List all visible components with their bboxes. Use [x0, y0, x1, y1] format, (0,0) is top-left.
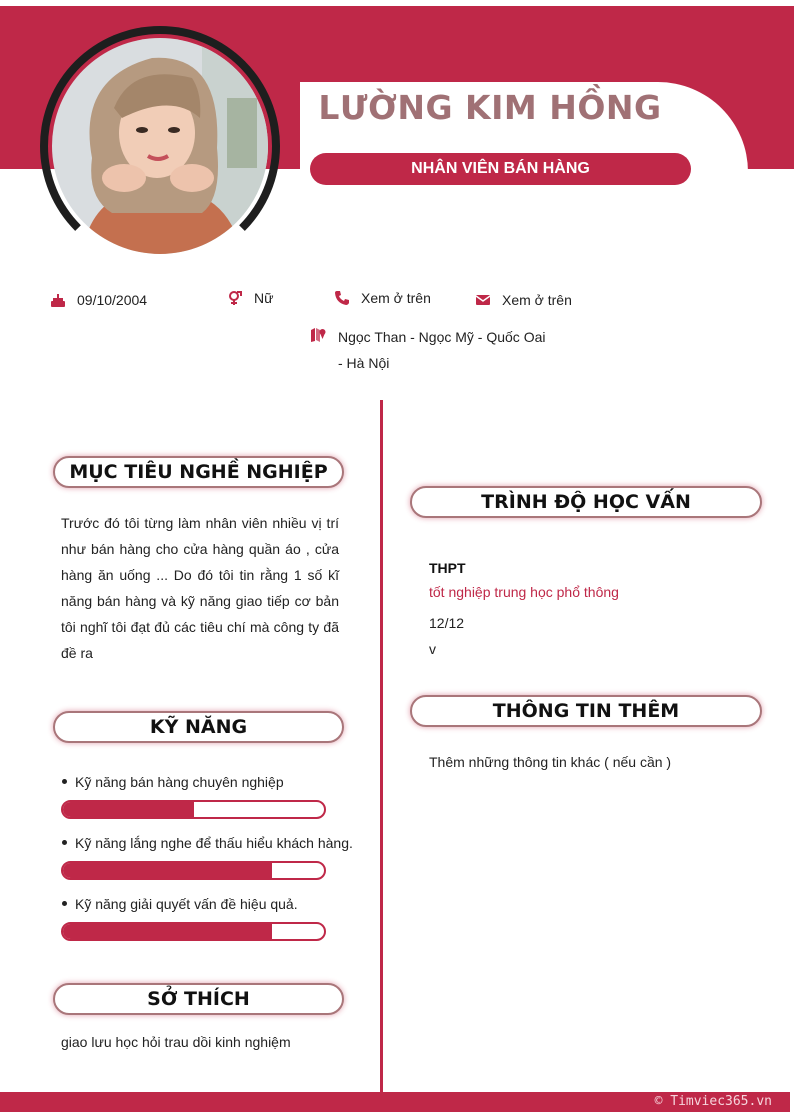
- column-divider: [380, 400, 383, 1092]
- skill-item: [62, 835, 353, 851]
- more-info-heading: THÔNG TIN THÊM: [410, 695, 762, 727]
- avatar-photo-icon: [52, 38, 268, 254]
- map-pin-icon: [310, 327, 328, 345]
- skill-bar-fill: [63, 863, 272, 878]
- footer-band: [0, 1092, 790, 1112]
- hobbies-text: giao lưu học hỏi trau dồi kinh nghiệm: [61, 1034, 291, 1050]
- bullet-icon: [62, 779, 67, 784]
- phone-text: Xem ở trên: [361, 290, 431, 306]
- education-heading: TRÌNH ĐỘ HỌC VẤN: [410, 486, 762, 518]
- education-description: v: [429, 641, 436, 657]
- skill-item: [62, 896, 298, 912]
- skill-bar-fill: [63, 802, 194, 817]
- address-line-2: - Hà Nội: [338, 355, 390, 371]
- education-major: tốt nghiệp trung học phổ thông: [429, 584, 619, 600]
- email-text: Xem ở trên: [502, 292, 572, 308]
- watermark-text: © Timviec365.vn: [654, 1094, 772, 1109]
- address-text: [338, 324, 558, 376]
- skill-bar: [61, 922, 326, 941]
- bullet-icon: [62, 901, 67, 906]
- objective-text: Trước đó tôi từng làm nhân viên nhiều vị trí như bán hàng cho cửa hàng quần áo , cửa hàng ăn uống ... Do đó tôi tin rằng 1 số kĩ năng bán hàng và kỹ năng giao tiếp cơ bản tôi nghĩ tôi đạt đủ các tiêu chí mà công ty đã đề ra: [61, 515, 339, 661]
- gender-item: [226, 289, 273, 307]
- gender-icon: [226, 289, 244, 307]
- birthday-text: 09/10/2004: [77, 292, 148, 308]
- hobbies-heading: SỞ THÍCH: [53, 983, 344, 1015]
- skill-label: Kỹ năng giải quyết vấn đề hiệu quả.: [75, 896, 298, 912]
- birthday-item: [49, 291, 147, 309]
- objective-heading: MỤC TIÊU NGHỀ NGHIỆP: [53, 456, 344, 488]
- skill-item: [62, 774, 284, 790]
- avatar: [52, 38, 268, 254]
- bullet-icon: [62, 840, 67, 845]
- skill-bar-fill: [63, 924, 272, 939]
- education-school: THPT: [429, 560, 466, 576]
- education-time: 12/12: [429, 615, 465, 631]
- skills-heading: KỸ NĂNG: [53, 711, 344, 743]
- more-info-text: Thêm những thông tin khác ( nếu cần ): [429, 754, 672, 770]
- candidate-name: LƯỜNG KIM HỒNG: [318, 88, 662, 127]
- skill-label: Kỹ năng lắng nghe để thấu hiểu khách hàng.: [75, 835, 353, 851]
- job-title-pill: NHÂN VIÊN BÁN HÀNG: [310, 153, 691, 185]
- skill-bar: [61, 861, 326, 880]
- skill-bar: [61, 800, 326, 819]
- phone-item: [333, 289, 431, 307]
- email-item: [474, 291, 572, 309]
- skill-label: Kỹ năng bán hàng chuyên nghiệp: [75, 774, 284, 790]
- cake-icon: [49, 291, 67, 309]
- address-line-1: Ngọc Than - Ngọc Mỹ - Quốc Oai: [338, 329, 546, 345]
- phone-icon: [333, 289, 351, 307]
- mail-icon: [474, 291, 492, 309]
- gender-text: Nữ: [254, 290, 274, 306]
